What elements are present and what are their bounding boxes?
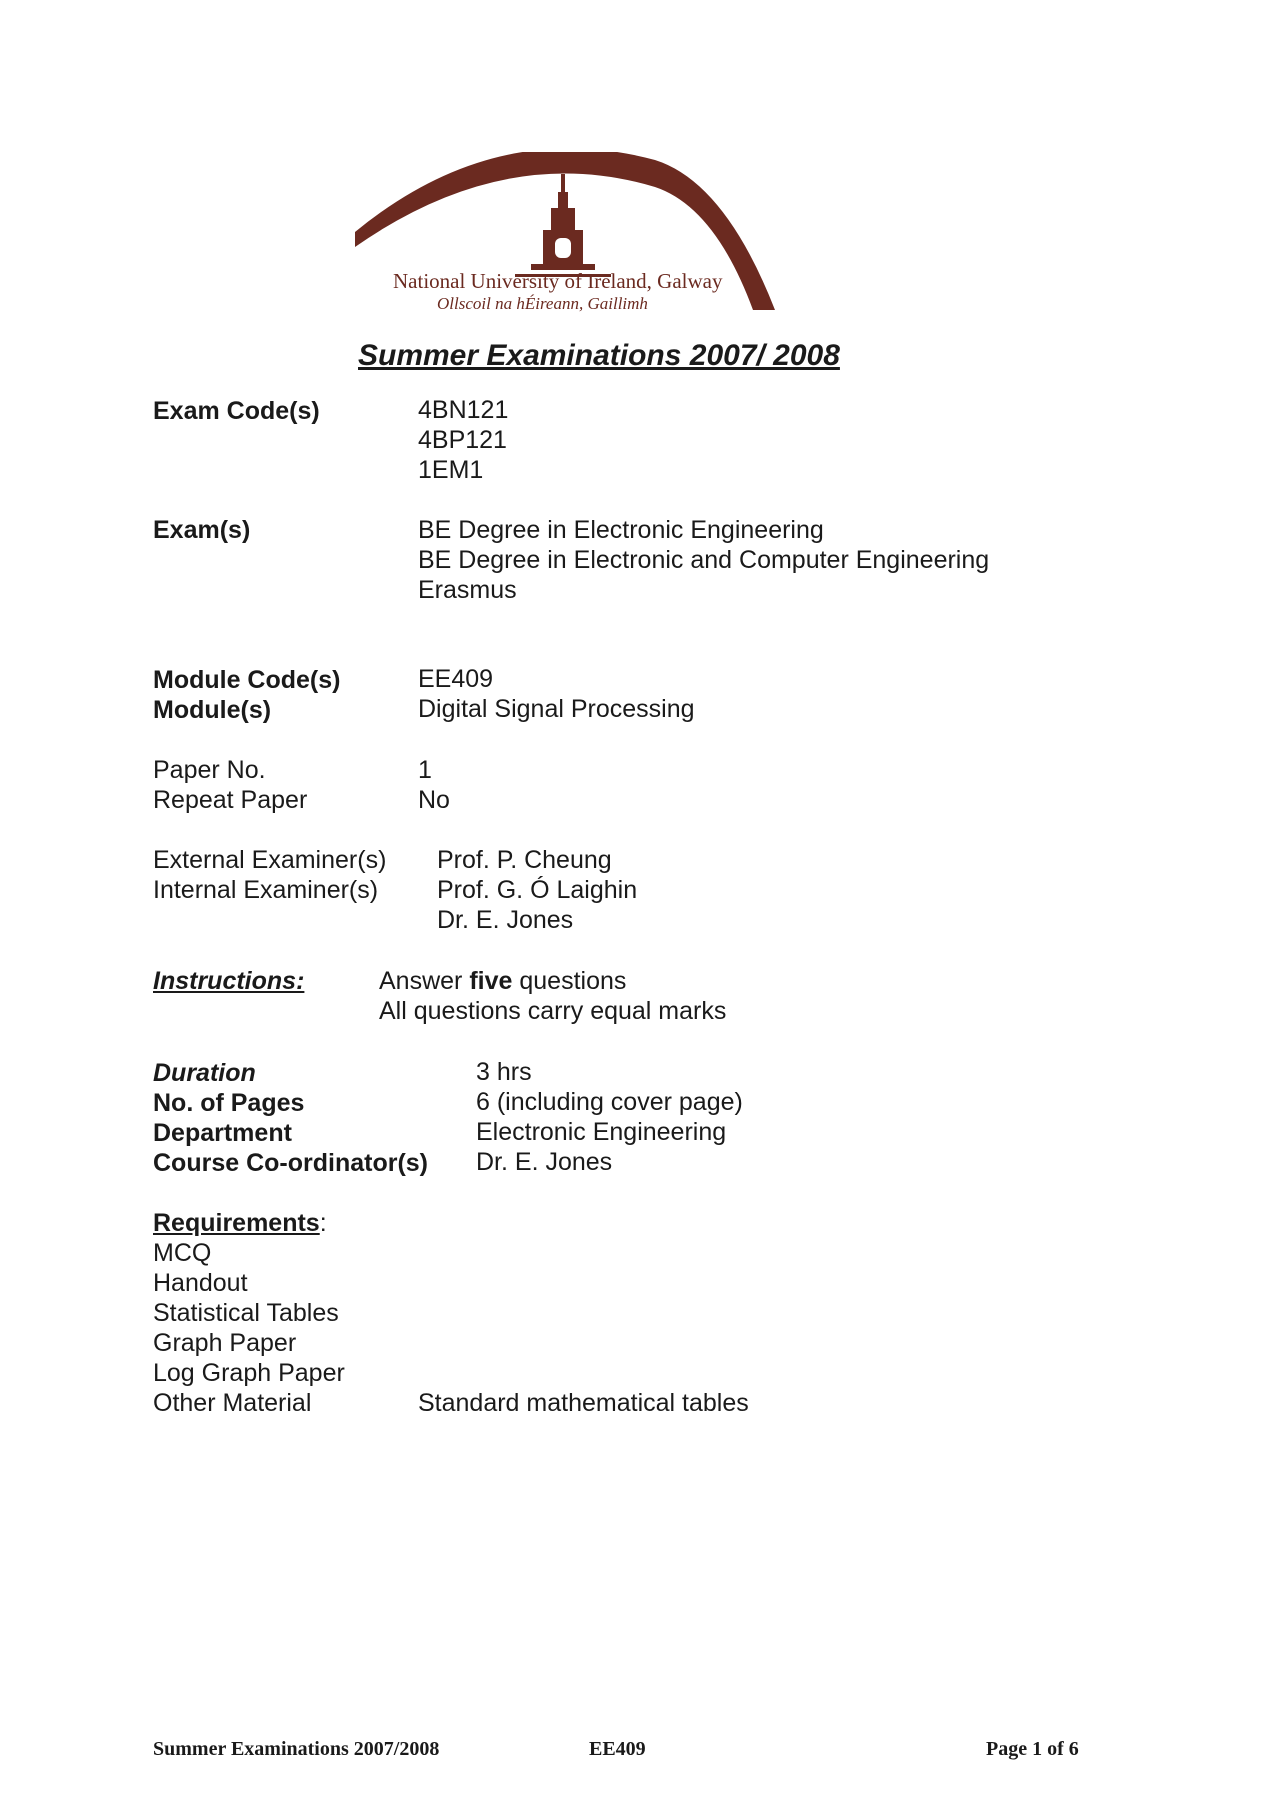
paper-no-value: 1 xyxy=(418,756,432,784)
footer-page-number: Page 1 of 6 xyxy=(986,1738,1079,1760)
university-logo xyxy=(355,152,845,312)
other-material-value: Standard mathematical tables xyxy=(418,1389,749,1417)
department-value: Electronic Engineering xyxy=(476,1118,727,1146)
exams-label: Exam(s) xyxy=(153,516,251,544)
instructions-suffix: questions xyxy=(512,967,627,995)
exam-name: BE Degree in Electronic and Computer Engineering xyxy=(418,546,990,574)
external-examiners-label: External Examiner(s) xyxy=(153,846,387,874)
logo-name-en: National University of Ireland, Galway xyxy=(393,269,723,293)
internal-examiners-label: Internal Examiner(s) xyxy=(153,876,379,904)
exam-name: BE Degree in Electronic Engineering xyxy=(418,516,824,544)
requirement-item: Graph Paper xyxy=(153,1329,297,1357)
module-label: Module(s) xyxy=(153,696,272,724)
logo-name-ga: Ollscoil na hÉireann, Gaillimh xyxy=(437,294,648,312)
repeat-paper-label: Repeat Paper xyxy=(153,786,308,814)
pages-value: 6 (including cover page) xyxy=(476,1088,743,1116)
instructions-count: five xyxy=(469,967,513,995)
exams-list xyxy=(418,515,989,605)
instructions-prefix: Answer xyxy=(379,967,470,995)
footer-module-code: EE409 xyxy=(589,1738,646,1760)
exam-codes-list xyxy=(418,395,508,485)
coordinator-label: Course Co-ordinator(s) xyxy=(153,1149,428,1177)
requirement-item: Log Graph Paper xyxy=(153,1359,345,1387)
exam-codes-label: Exam Code(s) xyxy=(153,397,320,425)
module-value: Digital Signal Processing xyxy=(418,695,695,723)
requirements-title: Requirements xyxy=(153,1209,320,1237)
exam-name: Erasmus xyxy=(418,576,517,604)
requirement-item: Statistical Tables xyxy=(153,1299,339,1327)
external-examiner-name: Prof. P. Cheung xyxy=(437,846,612,874)
university-crest-icon xyxy=(355,152,845,312)
instructions-label: Instructions: xyxy=(153,967,305,995)
requirements-list xyxy=(153,1238,345,1388)
instructions-line-1 xyxy=(379,966,626,996)
coordinator-value: Dr. E. Jones xyxy=(476,1148,613,1176)
pages-label: No. of Pages xyxy=(153,1089,305,1117)
internal-examiner-name: Prof. G. Ó Laighin xyxy=(437,876,638,904)
duration-value: 3 hrs xyxy=(476,1058,532,1086)
exam-code: 1EM1 xyxy=(418,456,484,484)
requirement-item: Handout xyxy=(153,1269,248,1297)
department-label: Department xyxy=(153,1119,292,1147)
module-code-label: Module Code(s) xyxy=(153,666,341,694)
exam-code: 4BN121 xyxy=(418,396,509,424)
module-code-value: EE409 xyxy=(418,665,494,693)
internal-examiners-list xyxy=(437,875,637,935)
exam-code: 4BP121 xyxy=(418,426,507,454)
requirements-colon: : xyxy=(319,1209,327,1237)
instructions-line-2: All questions carry equal marks xyxy=(379,997,727,1025)
footer-exam-session: Summer Examinations 2007/2008 xyxy=(153,1738,440,1760)
requirements-heading xyxy=(153,1208,327,1238)
internal-examiner-name: Dr. E. Jones xyxy=(437,906,574,934)
repeat-paper-value: No xyxy=(418,786,450,814)
requirement-item: MCQ xyxy=(153,1239,212,1267)
page-title: Summer Examinations 2007/ 2008 xyxy=(358,339,840,372)
paper-no-label: Paper No. xyxy=(153,756,266,784)
duration-label: Duration xyxy=(153,1059,256,1087)
other-material-label: Other Material xyxy=(153,1389,312,1417)
